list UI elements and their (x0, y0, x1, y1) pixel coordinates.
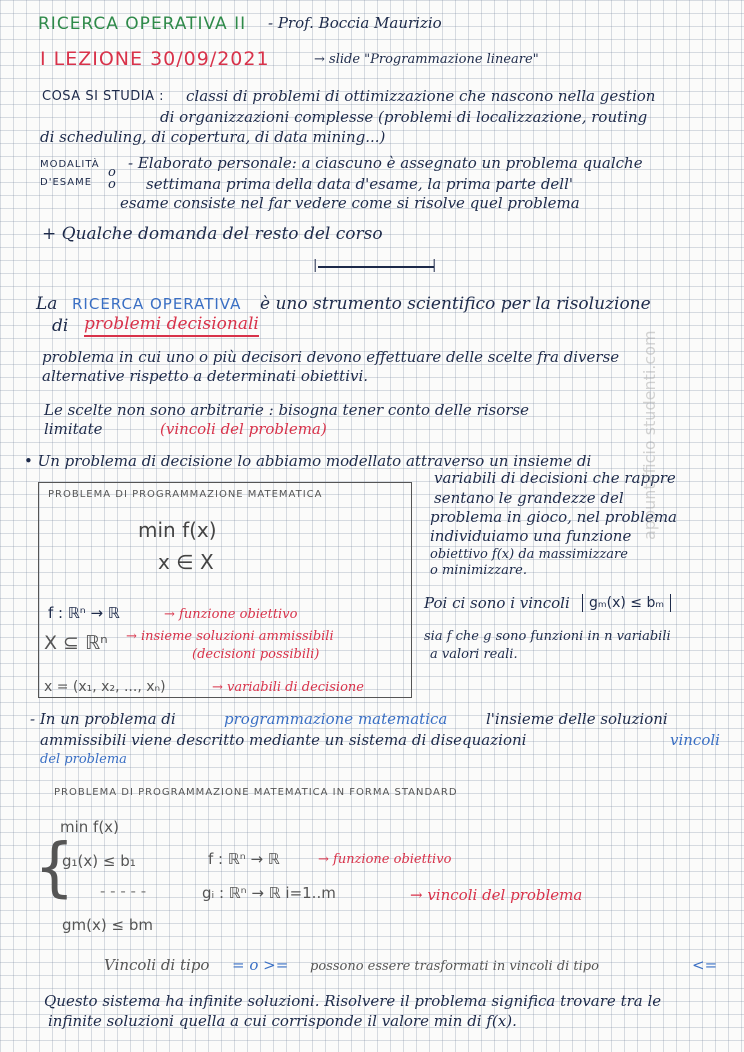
problem-line-1: problema in cui uno o più decisori devono effettuare delle scelte fra diverse (42, 348, 620, 366)
what-line-2: di organizzazioni complesse (problemi di localizzazione, routing (160, 108, 648, 126)
types-line-a: Vincoli di tipo (104, 956, 210, 974)
side-constraints-expr: gₘ(x) ≤ bₘ (582, 594, 671, 612)
choices-line-2b: (vincoli del problema) (160, 420, 327, 438)
side-line-1: variabili di decisioni che rappre (434, 469, 676, 487)
standard-f-def: f : ℝⁿ → ℝ (208, 850, 280, 868)
standard-gi-def: gᵢ : ℝⁿ → ℝ i=1..m (202, 884, 336, 902)
definition-line-1-post: è uno strumento scientifico per la risoluzione (260, 294, 651, 314)
types-line-b: possono essere trasformati in vincoli di tipo (310, 959, 599, 974)
mp-line-3-term: del problema (40, 752, 127, 767)
system-line-2: infinite soluzioni quella a cui corrisponde il valore min di f(x). (48, 1012, 517, 1030)
lesson-title: I LEZIONE 30/09/2021 (40, 48, 270, 70)
problem-line-2: alternative rispetto a determinati obiettivi. (42, 367, 369, 385)
what-line-1: classi di problemi di ottimizzazione che nascono nella gestion (186, 87, 656, 105)
standard-dots: - - - - - (100, 882, 147, 900)
definition-term: RICERCA OPERATIVA (72, 295, 242, 313)
min-expression: min f(x) (138, 518, 217, 542)
math-program-box (38, 482, 412, 698)
standard-min: min f(x) (60, 818, 119, 836)
x-definition: x = (x₁, x₂, ..., xₙ) (44, 679, 166, 695)
exam-line-3: esame consiste nel far vedere come si risolve quel problema (120, 194, 580, 212)
exam-line-2: settimana prima della data d'esame, la prima parte dell' (146, 175, 574, 193)
exam-label-2: D'ESAME (40, 177, 93, 188)
mp-line-2a: ammissibili viene descritto mediante un sistema di disequazioni (40, 731, 527, 749)
side-line-3: problema in gioco, nel problema (430, 508, 677, 526)
X-label-1: → insieme soluzioni ammissibili (126, 629, 334, 644)
choices-line-1: Le scelte non sono arbitrarie : bisogna tener conto delle risorse (44, 401, 530, 419)
system-brace-icon: { (34, 831, 75, 905)
side-line-2: sentano le grandezze del (434, 489, 624, 507)
system-line-1: Questo sistema ha infinite soluzioni. Risolvere il problema significa trovare tra le (44, 992, 662, 1010)
x-label: → variabili di decisione (212, 680, 364, 695)
what-label: COSA SI STUDIA : (42, 89, 165, 104)
side-line-6: o minimizzare. (430, 563, 527, 578)
slides-note: → slide "Programmazione lineare" (314, 52, 539, 67)
bullet-circle-icon: o (108, 177, 116, 192)
standard-title: PROBLEMA DI PROGRAMMAZIONE MATEMATICA IN FORMA STANDARD (54, 787, 458, 798)
f-definition: f : ℝⁿ → ℝ (48, 604, 120, 622)
course-title: RICERCA OPERATIVA II (38, 14, 247, 34)
mp-line-1b: l'insieme delle soluzioni (486, 710, 668, 728)
professor-name: - Prof. Boccia Maurizio (268, 14, 442, 32)
separator-left-tick-icon: | (313, 258, 318, 273)
f-label: → funzione obiettivo (164, 607, 298, 622)
definition-line-2-pre: di (52, 316, 69, 336)
constraint-expression: x ∈ X (158, 550, 214, 574)
watermark: appuntifficio studenti.com (640, 330, 659, 540)
mp-line-2-term: vincoli (670, 731, 720, 749)
side-line-5: obiettivo f(x) da massimizzare (430, 547, 628, 562)
side-constraints: Poi ci sono i vincoli (424, 594, 570, 612)
bullet-circle-icon: o (108, 165, 116, 180)
side-funcs-1: sia f che g sono funzioni in n variabili (424, 629, 671, 644)
what-line-3: di scheduling, di copertura, di data mining...) (40, 128, 386, 146)
math-program-title: PROBLEMA DI PROGRAMMAZIONE MATEMATICA (48, 489, 323, 500)
separator-right-tick-icon: | (432, 258, 437, 273)
exam-line-4: + Qualche domanda del resto del corso (42, 224, 383, 244)
decision-problems-term: problemi decisionali (84, 316, 259, 337)
decision-bullet-line: • Un problema di decisione lo abbiamo modellato attraverso un insieme di (24, 452, 592, 470)
mp-line-1a: - In un problema di (30, 710, 176, 728)
choices-line-2a: limitate (44, 420, 103, 438)
side-line-4: individuiamo una funzione (430, 527, 632, 545)
mp-line-1-term: programmazione matematica (224, 710, 448, 728)
exam-line-1: - Elaborato personale: a ciascuno è assegnato un problema qualche (128, 154, 643, 172)
standard-gi-label: → vincoli del problema (410, 886, 583, 904)
exam-label-1: MODALITÀ (40, 159, 100, 170)
separator-line (318, 266, 434, 268)
definition-line-1-pre: La (36, 294, 58, 314)
standard-g1: g₁(x) ≤ b₁ (62, 852, 136, 870)
X-definition: X ⊆ ℝⁿ (44, 632, 108, 654)
standard-gm: gm(x) ≤ bm (62, 916, 153, 934)
X-label-2: (decisioni possibili) (192, 647, 320, 662)
side-funcs-2: a valori reali. (430, 647, 518, 662)
types-ops: = o >= (232, 956, 289, 974)
standard-f-label: → funzione obiettivo (318, 852, 452, 867)
types-op2: <= (692, 956, 718, 974)
